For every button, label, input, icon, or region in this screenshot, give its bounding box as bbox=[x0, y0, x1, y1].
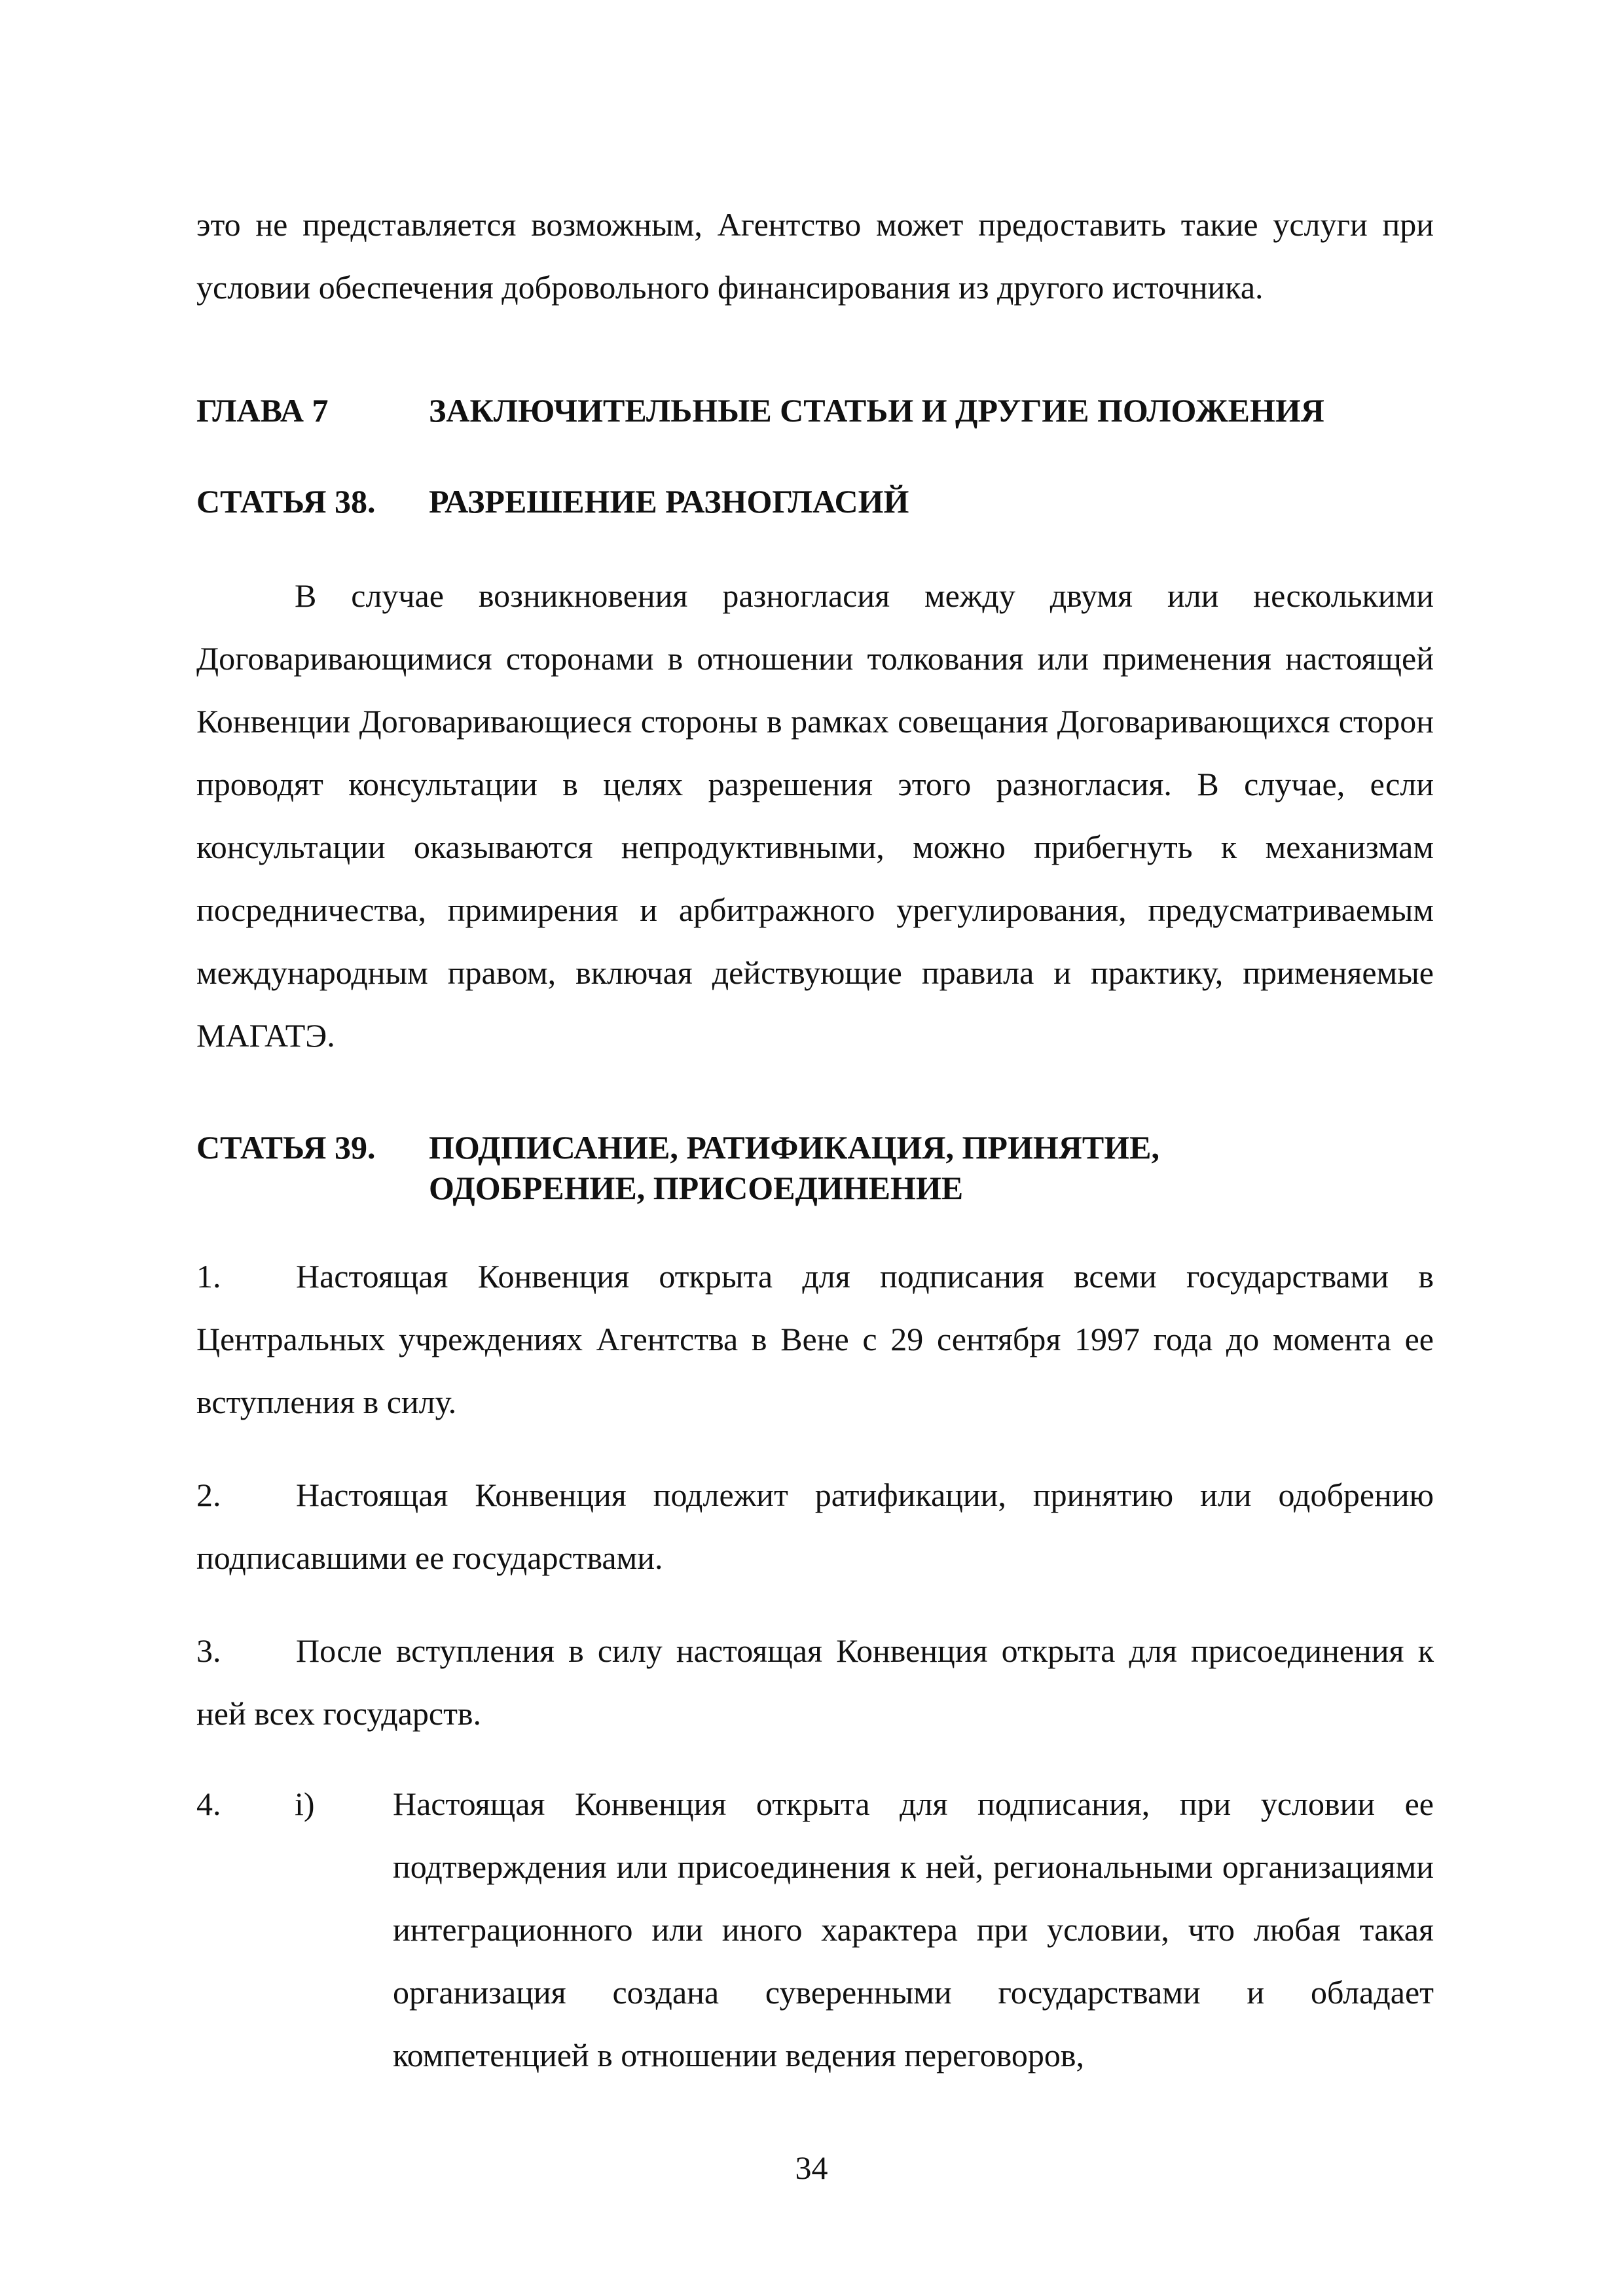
paragraph-number: 3. bbox=[196, 1632, 221, 1669]
article-39-paragraph-1 bbox=[196, 1245, 1434, 1433]
paragraph-text: После вступления в силу настоящая Конвенция открыта для присоединения к ней всех государств. bbox=[196, 1632, 1434, 1732]
paragraph-number: 1. bbox=[196, 1258, 221, 1295]
chapter-title: ЗАКЛЮЧИТЕЛЬНЫЕ СТАТЬИ И ДРУГИЕ ПОЛОЖЕНИЯ bbox=[429, 392, 1324, 429]
article-39-title bbox=[429, 1127, 1434, 1208]
paragraph-text: Настоящая Конвенция подлежит ратификации, принятию или одобрению подписавшими ее государствами. bbox=[196, 1477, 1434, 1576]
article-39-label: СТАТЬЯ 39. bbox=[196, 1129, 376, 1166]
chapter-label: ГЛАВА 7 bbox=[196, 392, 329, 429]
article-38-label: СТАТЬЯ 38. bbox=[196, 483, 376, 520]
intro-paragraph: это не представляется возможным, Агентство может предоставить такие услуги при условии обеспечения добровольного финансирования из другого источника. bbox=[196, 206, 1434, 306]
article-38-paragraph: В случае возникновения разногласия между двумя или несколькими Договаривающимися сторонами в отношении толкования или применения настоящей Конвенции Договаривающиеся стороны в рамках совещания Договаривающихся сторон проводят консультации в целях разрешения этого разногласия. В случае, если консультации оказываются непродуктивными, можно прибегнуть к механизмам посредничества, примирения и арбитражного урегулирования, предусматриваемым международным правом, включая действующие правила и практику, применяемые МАГАТЭ. bbox=[196, 577, 1434, 1054]
article-39-paragraph-4 bbox=[196, 1772, 1434, 2087]
paragraph-number: 4. bbox=[196, 1785, 221, 1822]
paragraph-text: Настоящая Конвенция открыта для подписания всеми государствами в Центральных учреждениях Агентства в Вене с 29 сентября 1997 года до момента ее вступления в силу. bbox=[196, 1258, 1434, 1420]
article-39-paragraph-3 bbox=[196, 1619, 1434, 1745]
article-39-title-line-1: ПОДПИСАНИЕ, РАТИФИКАЦИЯ, ПРИНЯТИЕ, bbox=[429, 1129, 1159, 1166]
article-39-title-line-2: ОДОБРЕНИЕ, ПРИСОЕДИНЕНИЕ bbox=[429, 1170, 964, 1206]
page-number: 34 bbox=[795, 2149, 828, 2186]
article-39-paragraph-2 bbox=[196, 1463, 1434, 1589]
paragraph-number: 2. bbox=[196, 1477, 221, 1513]
subparagraph-text: Настоящая Конвенция открыта для подписания, при условии ее подтверждения или присоединения к ней, региональными организациями интеграционного или иного характера при условии, что любая такая организация создана суверенными государствами и обладает компетенцией в отношении ведения переговоров, bbox=[393, 1785, 1434, 2073]
article-38-title: РАЗРЕШЕНИЕ РАЗНОГЛАСИЙ bbox=[429, 483, 909, 520]
subparagraph-number: i) bbox=[295, 1785, 315, 1822]
